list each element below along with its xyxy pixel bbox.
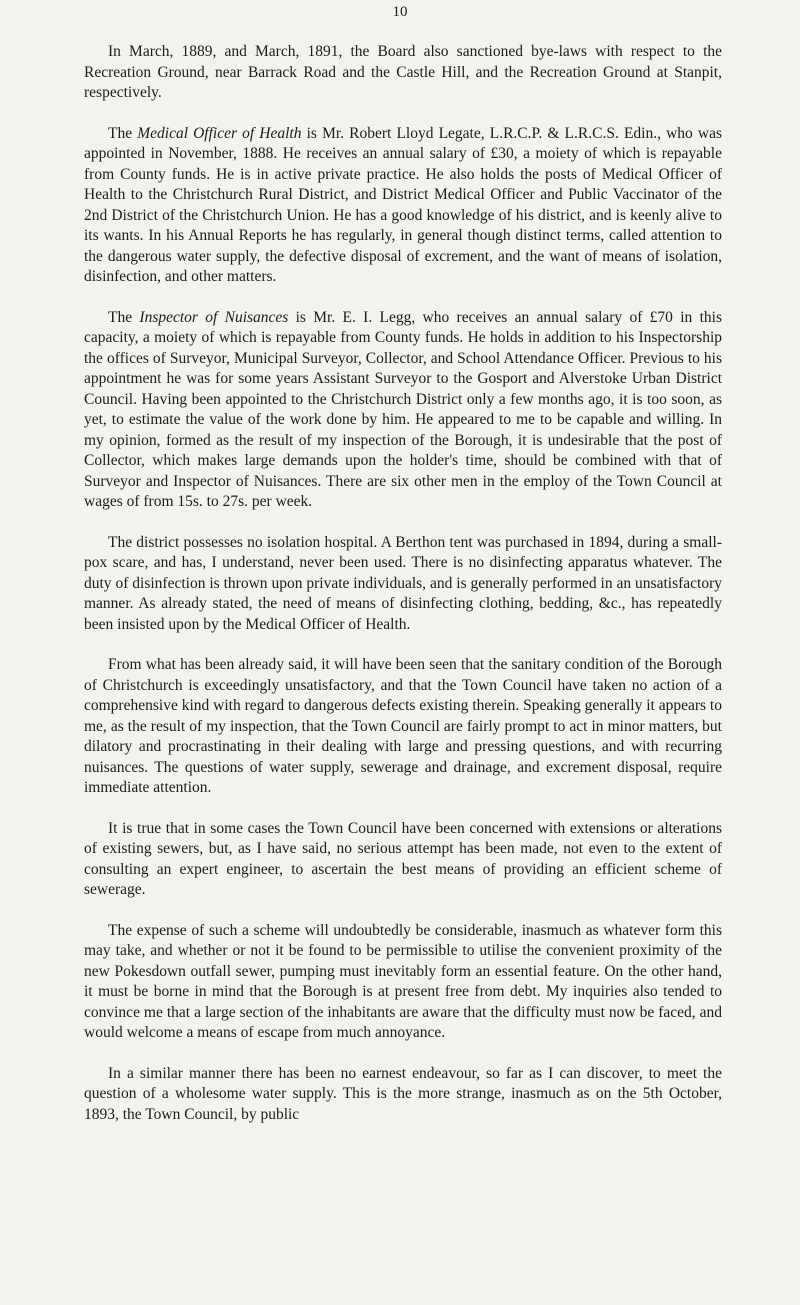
paragraph-sanitary-condition: From what has been already said, it will have been seen that the sanitary condition of the Borough of Christchurch is exceedingly unsatisfactory, and that the Town Council have taken no action of a comprehensive kind with regard to dangerous defects existing therein. Speaking generally it appears to me, as the result of my inspection, that the Town Council are fairly prompt to act in minor matters, but dilatory and procrastinating in their dealing with large and pressing questions, and with recurring nuisances. The questions of water supply, sewerage and drainage, and excrement disposal, require immediate attention. bbox=[84, 656, 722, 796]
italic-title: Medical Officer of Health bbox=[137, 124, 302, 142]
paragraph-inspector-of-nuisances: The Inspector of Nuisances is Mr. E. I. Legg, who receives an annual salary of £70 in this capacity, a moiety of which is repayable from County funds. He holds in addition to his Inspectorship the offices of Surveyor, Municipal Surveyor, Collector, and School Attendance Officer. Previous to his appointment he was for some years Assistant Surveyor to the Gosport and Alverstoke Urban District Council. Having been appointed to the Christchurch District only a few months ago, it is too soon, as yet, to estimate the value of the work done by him. He appeared to me to be capable and willing. In my opinion, formed as the result of my inspection of the Borough, it is undesirable that the post of Collector, which makes large demands upon the holder's time, should be combined with that of Surveyor and Inspector of Nuisances. There are six other men in the employ of the Town Council at wages of from 15s. to 27s. per week. bbox=[84, 308, 722, 510]
body-text bbox=[84, 42, 722, 1145]
paragraph-isolation-hospital: The district possesses no isolation hospital. A Berthon tent was purchased in 1894, during a small-pox scare, and has, I understand, never been used. There is no disinfecting apparatus whatever. The duty of disinfection is thrown upon private individuals, and is generally performed in an unsatisfactory manner. As already stated, the need of means of disinfecting clothing, bedding, &c., has repeatedly been insisted upon by the Medical Officer of Health. bbox=[84, 533, 722, 633]
italic-title: Inspector of Nuisances bbox=[139, 308, 289, 326]
page-number: 10 bbox=[392, 4, 408, 20]
paragraph-bye-laws: In March, 1889, and March, 1891, the Board also sanctioned bye-laws with respect to the Recreation Ground, near Barrack Road and the Castle Hill, and the Recreation Ground at Stanpit, respectively. bbox=[84, 43, 722, 101]
paragraph-water-supply: In a similar manner there has been no earnest endeavour, so far as I can discover, to meet the question of a wholesome water supply. This is the more strange, inasmuch as on the 5th October, 1893, the Town Council, by public bbox=[84, 1064, 722, 1123]
paragraph-medical-officer: The Medical Officer of Health is Mr. Robert Lloyd Legate, L.R.C.P. & L.R.C.S. Edin., who was appointed in November, 1888. He receives an annual salary of £30, a moiety of which is repayable from County funds. He is in active private practice. He also holds the posts of Medical Officer of Health to the Christchurch Rural District, and District Medical Officer and Public Vaccinator of the 2nd District of the Christchurch Union. He has a good knowledge of his district, and is keenly alive to its wants. In his Annual Reports he has regularly, in general though distinct terms, called attention to the dangerous water supply, the defective disposal of excrement, and the want of means of isolation, disinfection, and other matters. bbox=[84, 124, 722, 285]
paragraph-sewer-extensions: It is true that in some cases the Town Council have been concerned with extensions or alterations of existing sewers, but, as I have said, no serious attempt has been made, not even to the extent of consulting an expert engineer, to ascertain the best means of providing an efficient scheme of sewerage. bbox=[84, 819, 722, 898]
paragraph-scheme-expense: The expense of such a scheme will undoubtedly be considerable, inasmuch as whatever form this may take, and whether or not it be found to be permissible to utilise the convenient proximity of the new Pokesdown outfall sewer, pumping must inevitably form an essential feature. On the other hand, it must be borne in mind that the Borough is at present free from debt. My inquiries also tended to convince me that a large section of the inhabitants are aware that the difficulty must now be faced, and would welcome a means of escape from much annoyance. bbox=[84, 921, 722, 1041]
